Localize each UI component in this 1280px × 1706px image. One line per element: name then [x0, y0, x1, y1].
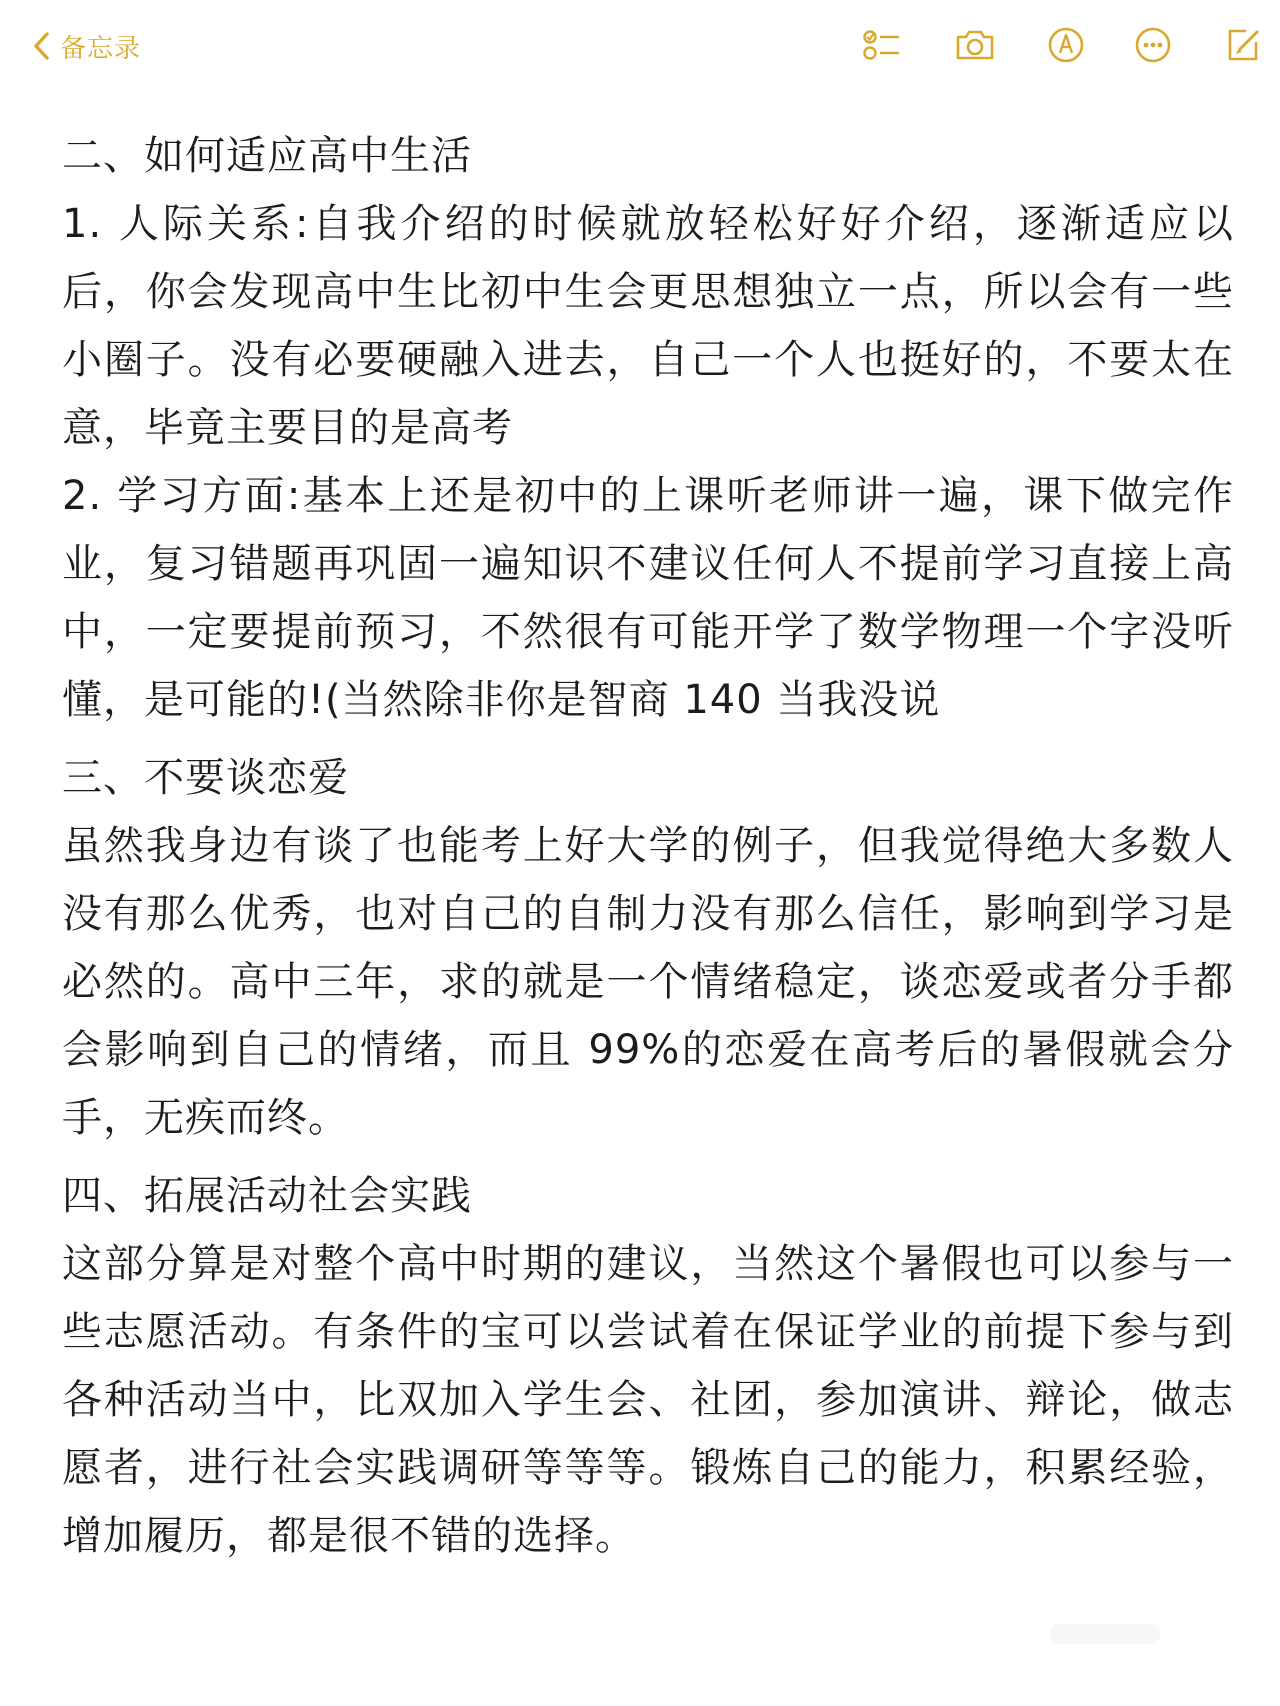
- notes-toolbar: [0, 0, 1280, 92]
- back-button[interactable]: [28, 24, 141, 68]
- section-heading: 四、拓展活动社会实践: [62, 1173, 472, 1219]
- compose-button[interactable]: [1218, 22, 1268, 72]
- back-label: 备忘录: [60, 33, 142, 64]
- markup-button[interactable]: [1041, 22, 1091, 72]
- chevron-left-icon: [28, 29, 54, 63]
- checklist-icon: [862, 28, 902, 66]
- watermark: [1050, 1624, 1160, 1644]
- note-paragraph: 1. 人际关系:自我介绍的时候就放轻松好好介绍，逐渐适应以后，你会发现高中生比初中生会更思想独立一点，所以会有一些小圈子。没有必要硬融入进去，自己一个人也挺好的，不要太在意，毕竟主要目的是高考: [62, 201, 1234, 451]
- note-paragraph: 2. 学习方面:基本上还是初中的上课听老师讲一遍，课下做完作业，复习错题再巩固一遍知识不建议任何人不提前学习直接上高中，一定要提前预习，不然很有可能开学了数学物理一个字没听懂，是可能的!(当然除非你是智商 140 当我没说: [62, 473, 1234, 723]
- note-paragraph: 这部分算是对整个高中时期的建议，当然这个暑假也可以参与一些志愿活动。有条件的宝可以尝试着在保证学业的前提下参与到各种活动当中，比双加入学生会、社团，参加演讲、辩论，做志愿者，进行社会实践调研等等等。锻炼自己的能力，积累经验，增加履历，都是很不错的选择。: [62, 1241, 1234, 1559]
- checklist-button[interactable]: [857, 22, 907, 72]
- note-paragraph: 虽然我身边有谈了也能考上好大学的例子，但我觉得绝大多数人没有那么优秀，也对自己的自制力没有那么信任，影响到学习是必然的。高中三年，求的就是一个情绪稳定，谈恋爱或者分手都会影响到自己的情绪，而且 99%的恋爱在高考后的暑假就会分手，无疾而终。: [62, 823, 1234, 1141]
- compose-icon: [1224, 26, 1262, 68]
- section-heading: 三、不要谈恋爱: [62, 755, 349, 801]
- camera-button[interactable]: [950, 22, 1000, 72]
- more-button[interactable]: [1128, 22, 1178, 72]
- section-heading: 二、如何适应高中生活: [62, 133, 472, 179]
- markup-pen-icon: [1047, 26, 1085, 68]
- more-ellipsis-icon: [1134, 26, 1172, 68]
- note-body[interactable]: [62, 122, 1234, 1570]
- camera-icon: [954, 28, 996, 66]
